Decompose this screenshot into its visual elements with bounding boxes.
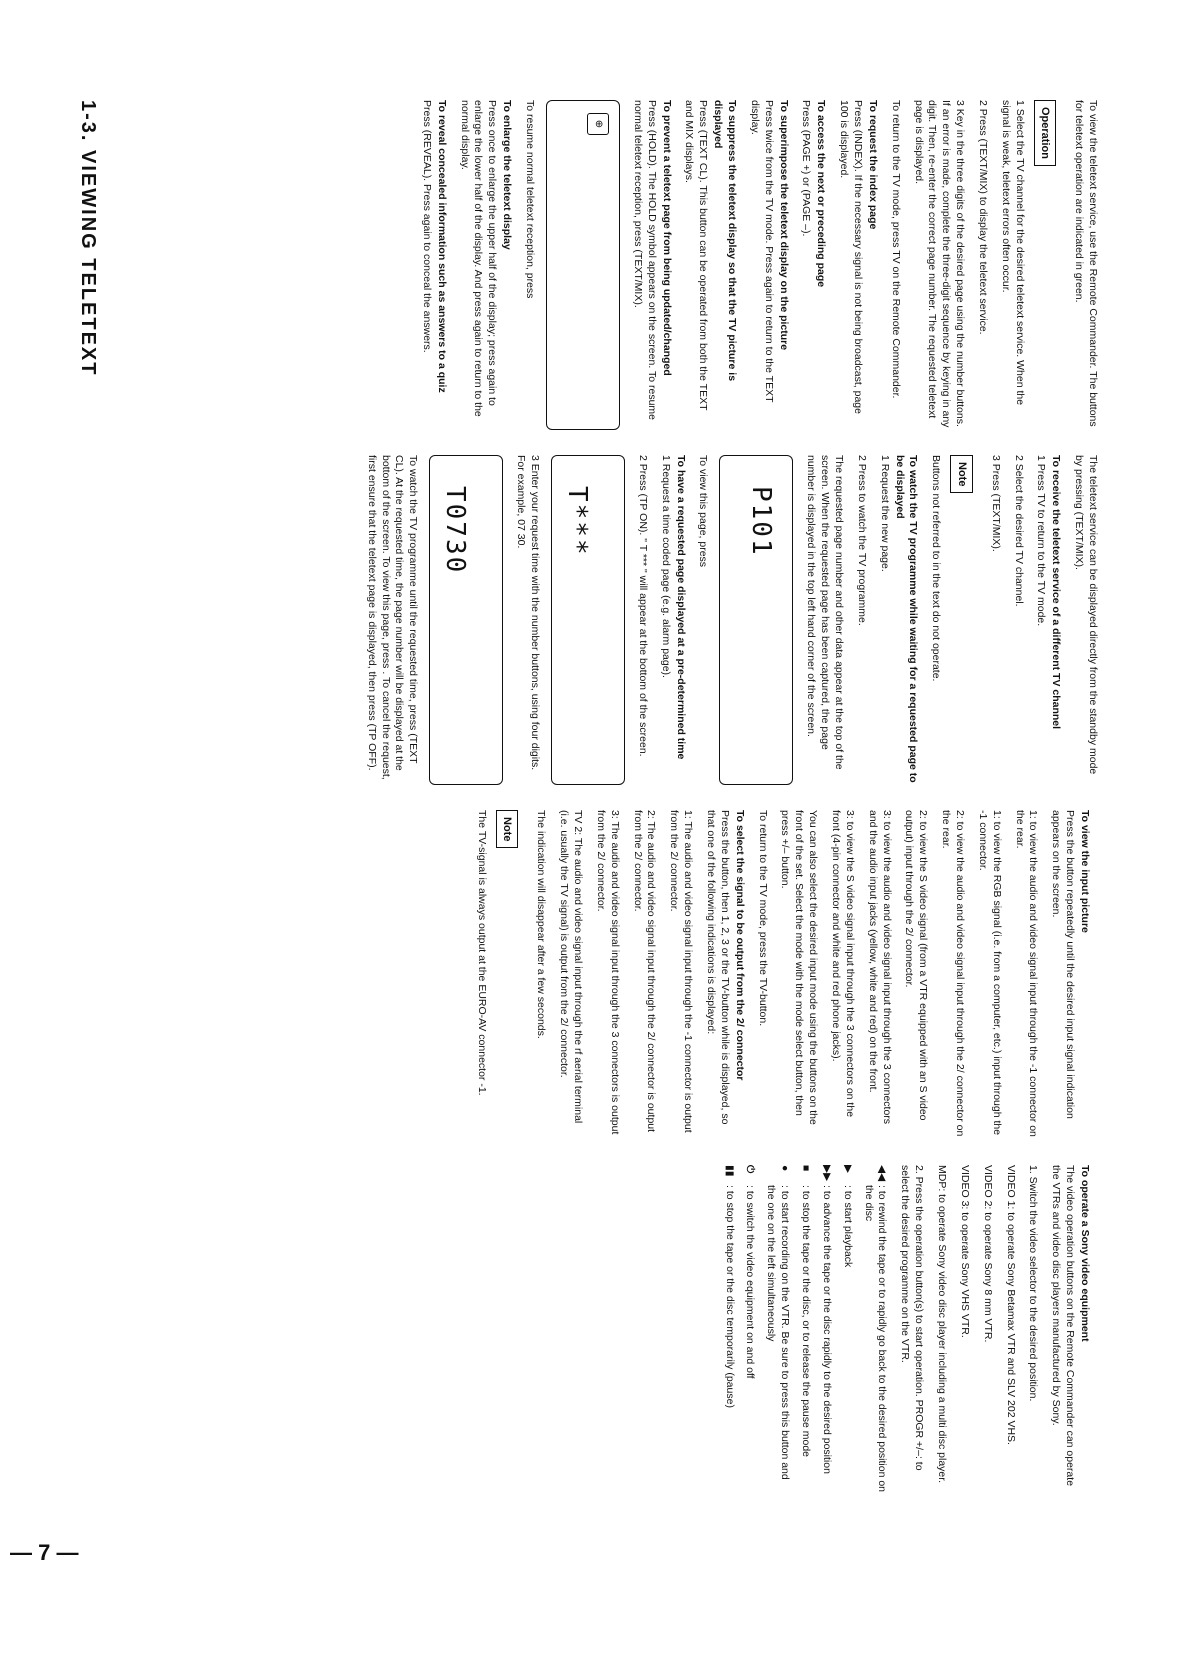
input-item-6: 3: to view the S video signal input through the 3 connectors on the front (4-pin connector and white and red phone jacks). [829, 810, 856, 1118]
column-4 [715, 1165, 1099, 1495]
next-title: To access the next or preceding page [815, 100, 828, 288]
position-mdp: MDP: to operate Sony video disc player including a multi disc player. [935, 1165, 948, 1484]
control-ff [819, 1165, 833, 1495]
stop-icon: ■ [799, 1165, 812, 1172]
watch-until-text: To watch the TV programme until the requested time, press (TEXT CL). At the requested time, the page number will be displayed at the bottom of the screen. To view this page, press . To cancel the request, first ensure that the teletext page is displayed, then press (TP OFF). [365, 455, 420, 780]
return-tv-button-text: To return to the TV mode, press the TV-button. [756, 810, 769, 1027]
return-tv-text: To return to the TV mode, press TV on the Remote Commander. [889, 100, 902, 399]
superimpose-text: Press twice from the TV mode. Press again to return to the TEXT display. [748, 100, 775, 403]
operation-step-2: 2 Press (TEXT/MIX) to display the teletext service. [977, 100, 990, 335]
index-title: To request the index page [866, 100, 879, 230]
enlarge-title: To enlarge the teletext display [501, 100, 514, 250]
screen-t-illustration [551, 455, 625, 785]
reveal-title: To reveal concealed information such as answers to a quiz [435, 100, 448, 393]
index-text: Press (INDEX). If the necessary signal is not being broadcast, page 100 is displayed. [838, 100, 865, 414]
enter-time-text: 3 Enter your request time with the number buttons, using four digits. For example, 07 30. [515, 455, 542, 771]
watch-text: The requested page number and other data appear at the top of the screen. When the requested page has been captured, the page number is displayed in the top left hand corner of the screen. [805, 455, 846, 770]
input-item-3: 2: to view the audio and video signal input through the 2/ connector on the rear. [940, 810, 966, 1137]
output-item-2: 2: The audio and video signal input through the 2/ connector is output from the 2/ connector. [631, 810, 658, 1133]
sony-text: The video operation buttons on the Remote Commander can operate the VTRs and video disc players manufactured by Sony. [1050, 1165, 1077, 1487]
screen-t0730-text: T0730 [440, 486, 471, 575]
control-power-text: : to switch the video equipment on and off [744, 1185, 757, 1379]
output-item-tv: TV 2: The audio and video signal input through the rf aerial terminal (i.e. usually the TV signal) is output from the 2/ connector. [558, 810, 584, 1124]
screen-p101-illustration [719, 455, 793, 785]
superimpose-title: To superimpose the teletext display on the picture [777, 100, 790, 351]
control-ff-text: : to advance the tape or the disc rapidly to the desired position [820, 1185, 833, 1474]
note-text-2: The TV-signal is always output at the EURO-AV connector -1. [475, 810, 488, 1096]
sony-title: To operate a Sony video equipment [1079, 1165, 1091, 1342]
control-play [840, 1165, 854, 1495]
view-page-text: To view this page, press [697, 455, 710, 568]
input-item-5: 3: to view the audio and video signal input through the 3 connectors and the audio input jacks (yellow, white and red) on the front. [866, 810, 893, 1125]
control-stop-text: : to stop the tape or the disc, or to release the pause mode [799, 1185, 812, 1458]
control-pause [722, 1165, 736, 1495]
position-video3: VIDEO 3: to operate Sony VHS VTR. [958, 1165, 971, 1338]
operation-step-1: 1 Select the TV channel for the desired teletext service. When the signal is weak, teletext errors often occur. [999, 100, 1026, 406]
input-title: To view the input picture [1079, 810, 1091, 933]
disappear-text: The indication will disappear after a few seconds. [535, 810, 548, 1039]
also-select-text: You can also select the desired input mode using the buttons on the front of the set. Select the mode with the mode select button, then press +/– button. [779, 810, 820, 1125]
position-video2: VIDEO 2: to operate Sony 8 mm VTR. [981, 1165, 994, 1343]
fast-forward-icon: ▶▶ [820, 1165, 833, 1182]
page-number: — 7 — [10, 1540, 79, 1565]
position-video1: VIDEO 1: to operate Sony Betamax VTR and SLV 202 VHS. [1004, 1165, 1017, 1445]
receive-step-3: 3 Press (TEXT/MIX). [989, 455, 1002, 552]
control-record-text: : to start recording on the VTR. Be sure to press this button and the one on the left simultaneously [765, 1185, 792, 1480]
input-item-1: 1: to view the audio and video signal input through the -1 connector on the rear. [1013, 810, 1040, 1137]
control-power [743, 1165, 757, 1495]
suppress-text: Press (TEXT CL). This button can be operated from both the TEXT and MIX displays. [683, 100, 710, 411]
press-op-text: 2. Press the operation button(s) to start operation. PROGR +/–: to select the desired programme on the VTR. [899, 1165, 926, 1471]
prevent-title: To prevent a teletext page from being updated/changed [660, 100, 673, 376]
play-icon: ▶ [841, 1165, 854, 1174]
receive-step-1: 1 Press TV to return to the TV mode. [1035, 455, 1048, 627]
section-title: 1-3. VIEWING TELETEXT [77, 100, 99, 377]
input-item-4: 2: to view the S video signal (from a VTR equipped with an S video output) input through the 2/ connector. [903, 810, 930, 1121]
suppress-title: To suppress the teletext display so that the TV picture is displayed [712, 100, 739, 382]
operation-step-3: 3 Key in the three digits of the desired page using the number buttons. If an error is made, complete the three-digit sequence by keying in any digit. Then, re-enter the correct page number. The requested teletext page is displayed. [912, 100, 967, 428]
watch-step-2: 2 Press to watch the TV programme. [855, 455, 868, 626]
receive-title: To receive the teletext service of a different TV channel [1050, 455, 1063, 730]
hold-screen-illustration [546, 100, 620, 430]
control-record [763, 1165, 791, 1495]
select-output-text: Press the button, then 1, 2, 3 or the TV-button while is displayed, so that one of the following indications is displayed: [704, 810, 731, 1125]
next-text: Press (PAGE +) or (PAGE –). [800, 100, 813, 237]
input-text: Press the button repeatedly until the desired input signal indication appears on the screen. [1050, 810, 1077, 1119]
control-rewind-text: : to rewind the tape or to rapidly go back to the desired position on the disc [862, 1185, 889, 1493]
power-icon: ⏻ [744, 1165, 757, 1174]
control-pause-text: : to stop the tape or the disc temporarily (pause) [723, 1185, 736, 1408]
output-item-1: 1: The audio and video signal input through the -1 connector is output from the 2/ connector. [668, 810, 695, 1133]
note-label-2: Note [496, 810, 519, 848]
hold-icon: ⊕ [587, 113, 609, 135]
predetermined-step-2: 2 Press (TP ON). " T *** " will appear at the bottom of the screen. [636, 455, 649, 757]
rewind-icon: ◀◀ [876, 1165, 889, 1182]
control-play-text: : to start playback [841, 1185, 854, 1268]
screen-p101-text: P101 [746, 486, 777, 557]
predetermined-step-1: 1 Request a time coded page (e.g. alarm page). [659, 455, 672, 678]
prevent-text: Press (HOLD). The HOLD symbol appears on the screen. To resume normal teletext reception, press (TEXT/MIX). [631, 100, 658, 420]
intro-text: To view the teletext service, use the Remote Commander. The buttons for teletext operation are indicated in green. [1073, 100, 1099, 427]
pause-icon: ▮▮ [723, 1165, 736, 1177]
enlarge-text: Press once to enlarge the upper half of the display; press again to enlarge the lower half of the display. And press again to return to the normal display. [458, 100, 499, 417]
column-1 [410, 100, 1099, 430]
record-icon: ● [779, 1165, 792, 1172]
screen-t-text: T*** [562, 486, 593, 557]
reveal-text: Press (REVEAL). Press again to conceal the answers. [420, 100, 433, 353]
output-item-3: 3: The audio and video signal input through the 3 connectors is output from the 2/ connector. [594, 810, 621, 1135]
operation-label: Operation [1034, 100, 1057, 166]
select-output-title: To select the signal to be output from the 2/ connector [733, 810, 746, 1081]
watch-step-1: 1 Request the new page. [878, 455, 891, 572]
standby-text: The teletext service can be displayed directly from the standby mode by pressing (TEXT/MIX). [1073, 455, 1099, 775]
note-text: Buttons not referred to in the text do not operate. [930, 455, 943, 682]
switch-intro: 1. Switch the video selector to the desired position. [1027, 1165, 1040, 1402]
receive-step-2: 2 Select the desired TV channel. [1012, 455, 1025, 607]
input-item-2: 1: to view the RGB signal (i.e. from a computer, etc.) input through the -1 connector. [976, 810, 1003, 1136]
column-2 [355, 455, 1099, 785]
watch-title: To watch the TV programme while waiting for a requested page to be displayed [893, 455, 920, 783]
column-3 [465, 810, 1099, 1140]
control-stop [798, 1165, 812, 1495]
predetermined-title: To have a requested page displayed at a pre-determined time [674, 455, 687, 760]
resume-text: To resume normal teletext reception, press [524, 100, 536, 299]
screen-t0730-illustration [429, 455, 503, 785]
note-label: Note [950, 455, 973, 493]
control-rewind [861, 1165, 889, 1495]
